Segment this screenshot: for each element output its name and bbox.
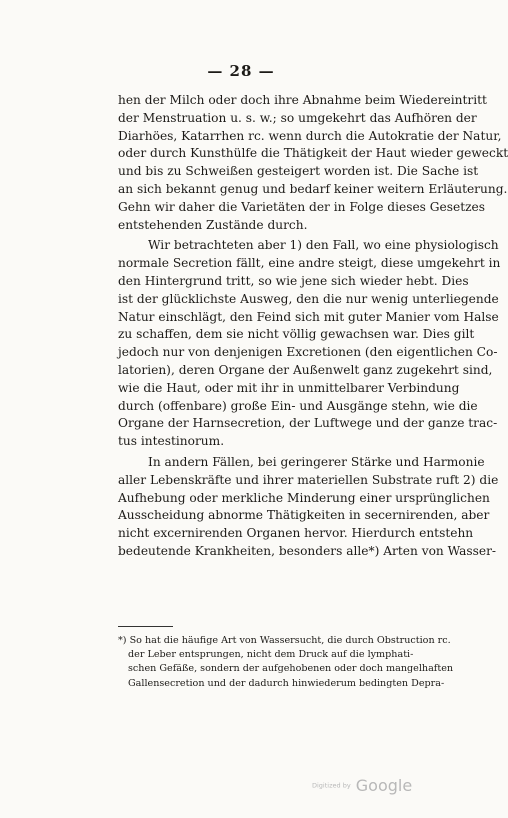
text-line: der Menstruation u. s. w.; so umgekehrt das Aufhören der	[118, 110, 477, 125]
text-line: den Hintergrund tritt, so wie jene sich wieder hebt. Dies	[118, 273, 469, 288]
text-line: nicht excernirenden Organen hervor. Hierdurch entstehn	[118, 526, 474, 541]
text-line: Wir betrachteten aber 1) den Fall, wo eine physiologisch	[148, 238, 499, 253]
text-line: wie die Haut, oder mit ihr in unmittelbarer Verbindung	[118, 380, 460, 395]
text-line: ist der glücklichste Ausweg, den die nur wenig unterliegende	[118, 291, 499, 306]
footnote-divider	[118, 626, 173, 627]
digitization-watermark	[312, 775, 412, 795]
text-line: jedoch nur von denjenigen Excretionen (den eigentlichen Co-	[118, 345, 498, 360]
text-line: Gehn wir daher die Varietäten der in Folge dieses Gesetzes	[118, 199, 486, 214]
paragraph-3	[118, 454, 499, 561]
text-line: bedeutende Krankheiten, besonders alle*) Arten von Wasser-	[118, 543, 497, 558]
paragraph-2	[118, 237, 501, 451]
text-line: hen der Milch oder doch ihre Abnahme beim Wiedereintritt	[118, 93, 487, 107]
footnote-line: schen Gefäße, sondern der aufgehobenen oder doch mangelhaften	[128, 663, 454, 675]
text-line: latorien), deren Organe der Außenwelt ganz zugekehrt sind,	[118, 362, 493, 377]
watermark-prefix: Digitized by	[312, 781, 351, 790]
footnote-line: der Leber entsprungen, nicht dem Druck auf die lymphati-	[128, 649, 414, 661]
text-line: Organe der Harnsecretion, der Luftwege und der ganze trac-	[118, 416, 498, 431]
footnote	[118, 634, 468, 691]
text-line: zu schaffen, dem sie nicht völlig gewachsen war. Dies gilt	[118, 327, 475, 342]
text-line: normale Secretion fällt, eine andre steigt, diese umgekehrt in	[118, 256, 501, 271]
text-line: aller Lebenskräfte und ihrer materiellen Substrate ruft 2) die	[118, 472, 499, 487]
text-line: durch (offenbare) große Ein- und Ausgänge stehn, wie die	[118, 398, 478, 413]
body-text	[118, 92, 508, 561]
text-line: oder durch Kunsthülfe die Thätigkeit der Haut wieder geweckt	[118, 146, 508, 161]
text-line: entstehenden Zustände durch.	[118, 217, 308, 232]
footnote-line: Gallensecretion und der dadurch hinwiederum bedingten Depra-	[128, 677, 445, 689]
text-line: tus intestinorum.	[118, 434, 225, 449]
text-line: Aufhebung oder merkliche Minderung einer ursprünglichen	[118, 490, 490, 505]
paragraph-1	[118, 92, 508, 234]
text-line: In andern Fällen, bei geringerer Stärke und Harmonie	[148, 454, 485, 469]
text-line: Ausscheidung abnorme Thätigkeiten in secernirenden, aber	[118, 508, 490, 523]
page-number: — 28 —	[207, 62, 275, 80]
footnote-line: *) So hat die häufige Art von Wassersucht, die durch Obstruction rc.	[118, 635, 451, 646]
text-line: an sich bekannt genug und bedarf keiner weitern Erläuterung.	[118, 181, 508, 196]
text-line: Natur einschlägt, den Feind sich mit guter Manier vom Halse	[118, 309, 499, 324]
text-line: und bis zu Schweißen gesteigert worden ist. Die Sache ist	[118, 164, 479, 179]
text-line: Diarhöes, Katarrhen rc. wenn durch die Autokratie der Natur,	[118, 128, 502, 143]
watermark-brand: Google	[355, 776, 413, 795]
